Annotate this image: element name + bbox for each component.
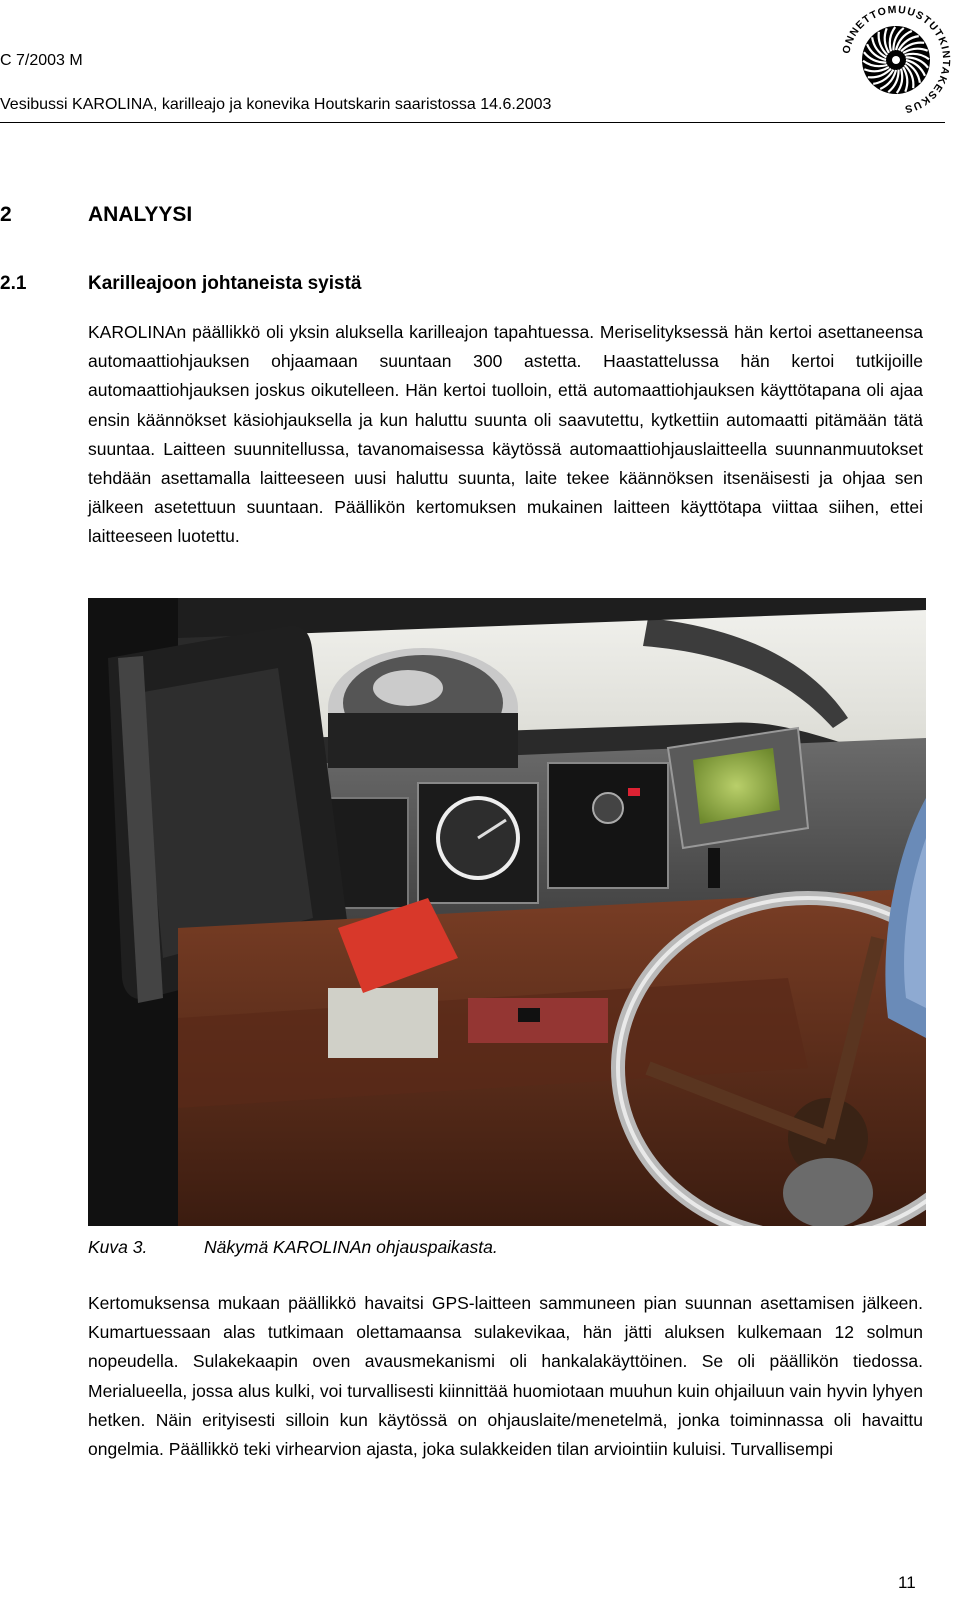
header-rule: [0, 122, 945, 123]
onnettomuustutkintakeskus-logo: [838, 2, 954, 118]
document-title: Vesibussi KAROLINA, karilleajo ja konevika Houtskarin saaristossa 14.6.2003: [0, 96, 552, 113]
page-number: 11: [898, 1573, 916, 1592]
svg-text:ONNETTOMUUSTUTKINTAKESKUS: ONNETTOMUUSTUTKINTAKESKUS: [840, 3, 953, 116]
subsection-number: 2.1: [0, 273, 27, 294]
section-heading: [0, 203, 192, 227]
helm-station-photo: [88, 598, 926, 1226]
paragraph-1: KAROLINAn päällikkö oli yksin aluksella karilleajon tapahtuessa. Meriselityksessä hän kertoi asettaneensa automaattiohjauksen ohjaamaan suuntaan 300 astetta. Haastattelussa hän kertoi tutkijoille automaattiohjauksen joskus oikutelleen. Hän kertoi tuolloin, että automaattiohjauksen käyttötapana oli ajaa ensin käännökset käsiohjauksella ja kun haluttu suunta oli saavutettu, kytkettiin automaatti pitämään tätä suuntaa. Laitteen suunnitellussa, tavanomaisessa käytössä automaattiohjauslaitteella suunnanmuutokset tehdään asettamalla laitteeseen uusi haluttu suunta, laite tekee käännöksen itsenäisesti ja ohjaa sen jälkeen asetettuun suuntaan. Päällikön kertomuksen mukainen laitteen käyttötapa viittaa siihen, ettei laitteeseen luotettu.: [88, 322, 923, 547]
figure-caption-text: Näkymä KAROLINAn ohjauspaikasta.: [204, 1237, 498, 1257]
section-title: ANALYYSI: [88, 203, 193, 226]
paragraph-2: Kertomuksensa mukaan päällikkö havaitsi GPS-laitteen sammuneen pian suunnan asettamisen jälkeen. Kumartuessaan alas tutkimaan olettamaansa sulakevikaa, hän jätti aluksen kulkemaan 12 solmun nopeudella. Sulakekaapin oven avausmekanismi oli hankalakäyttöinen. Se oli päällikön tiedossa. Merialueella, jossa alus kulki, voi turvallisesti kiinnittää huomiotaan muuhun kuin ohjailuun vain hyvin lyhyen hetken. Näin erityisesti silloin kun käytössä on ohjauslaite/menetelmä, jonka toiminnassa oli havaittu ongelmia. Päällikkö teki virhearvion ajasta, joka sulakkeiden tilan arviointiin kuluisi. Turvallisempi: [88, 1293, 923, 1460]
section-number: 2: [0, 203, 12, 226]
figure-label: Kuva 3.: [88, 1237, 148, 1257]
document-code: C 7/2003 M: [0, 52, 83, 69]
subsection-heading: [0, 273, 361, 295]
figure-caption: [88, 1237, 498, 1258]
subsection-title: Karilleajoon johtaneista syistä: [88, 273, 362, 294]
